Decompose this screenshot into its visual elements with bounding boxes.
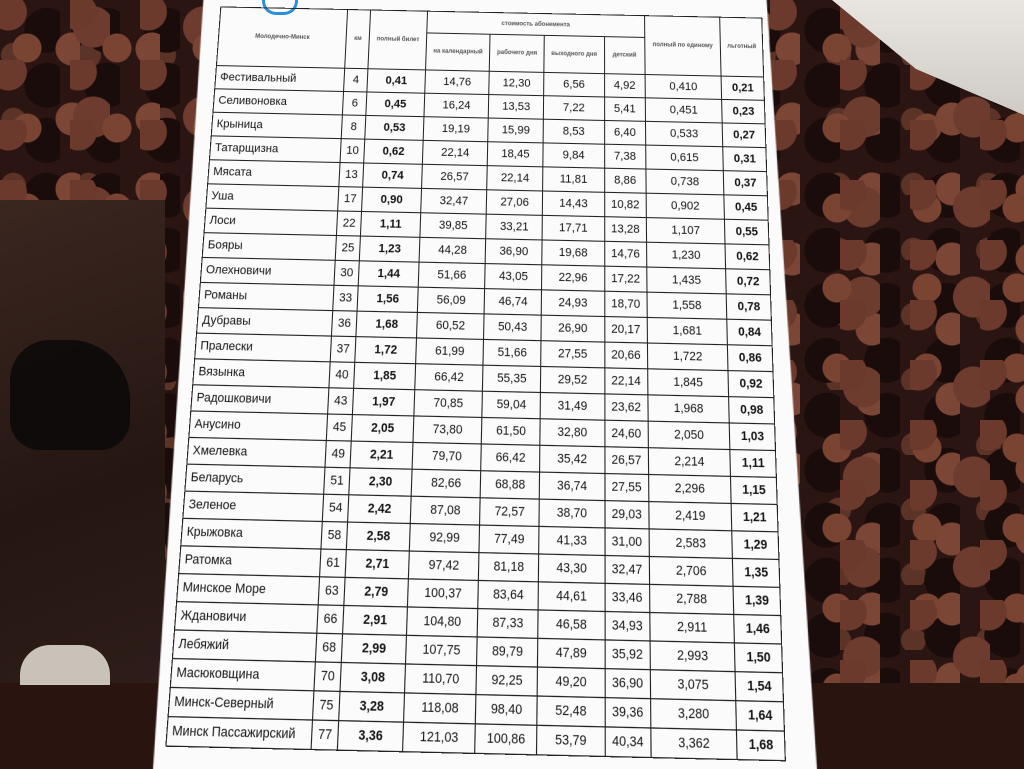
table-cell: 51,66	[483, 339, 541, 366]
table-cell: 1,68	[356, 311, 417, 338]
table-cell: 23,62	[605, 394, 648, 421]
table-cell: 19,68	[542, 240, 605, 266]
table-cell: 87,08	[410, 496, 481, 525]
table-cell: 22	[336, 211, 361, 236]
table-cell: 0,41	[367, 69, 425, 93]
station-name: Романы	[198, 282, 333, 310]
table-cell: 1,85	[354, 362, 415, 389]
table-cell: 1,35	[733, 558, 780, 587]
table-cell: 0,53	[365, 115, 424, 140]
table-cell: 1,230	[646, 242, 726, 269]
table-cell: 39,85	[420, 213, 487, 239]
table-cell: 61	[320, 549, 347, 577]
table-cell: 7,22	[543, 96, 604, 121]
table-cell: 58	[321, 521, 348, 549]
table-cell: 61,99	[415, 338, 484, 365]
table-cell: 0,78	[727, 294, 772, 320]
table-cell: 1,107	[646, 218, 725, 244]
station-name: Анусино	[189, 411, 328, 441]
station-name: Минск Пассажирский	[166, 717, 313, 750]
table-cell: 8,86	[604, 168, 646, 193]
table-cell: 49	[325, 440, 352, 467]
table-cell: 40,34	[605, 727, 651, 758]
table-cell: 49,20	[537, 667, 605, 698]
table-cell: 1,44	[359, 261, 419, 287]
table-cell: 66,42	[415, 364, 484, 392]
station-name: Пралески	[195, 333, 332, 362]
table-cell: 14,76	[425, 70, 490, 95]
table-cell: 2,993	[650, 641, 736, 672]
table-cell: 1,56	[357, 286, 418, 313]
table-cell: 1,29	[732, 531, 779, 560]
table-cell: 31,00	[605, 528, 649, 557]
table-cell: 3,362	[651, 728, 738, 760]
table-cell: 44,28	[419, 237, 486, 263]
table-cell: 34,93	[605, 611, 650, 640]
station-name: Радошковичи	[191, 385, 329, 414]
table-cell: 51	[324, 467, 351, 495]
station-name: Дубравы	[197, 308, 333, 336]
col-route: Молодечно-Минск	[216, 7, 347, 68]
table-cell: 2,911	[650, 613, 735, 643]
table-cell: 19,19	[423, 117, 489, 142]
station-name: Селивоновка	[213, 89, 344, 115]
table-cell: 70,85	[414, 390, 483, 418]
table-cell: 32,47	[605, 555, 650, 584]
table-cell: 92,25	[476, 666, 537, 696]
table-cell: 25	[335, 236, 361, 261]
table-cell: 0,45	[724, 195, 768, 220]
table-cell: 13,28	[604, 217, 646, 243]
table-cell: 22,14	[422, 140, 488, 165]
table-cell: 3,075	[650, 670, 736, 701]
table-cell: 14,76	[604, 241, 646, 267]
station-name: Зеленое	[183, 491, 324, 521]
table-cell: 36	[331, 311, 357, 337]
table-cell: 1,15	[731, 476, 777, 504]
table-cell: 41,33	[539, 526, 605, 555]
col-discount: льготный	[720, 17, 764, 77]
table-cell: 0,27	[723, 123, 766, 148]
table-cell: 2,58	[347, 522, 410, 551]
table-cell: 0,62	[364, 139, 423, 164]
table-cell: 104,80	[406, 607, 478, 637]
table-cell: 3,36	[338, 721, 404, 752]
table-cell: 75	[312, 691, 340, 721]
fare-table-sheet	[165, 6, 786, 761]
table-cell: 46,58	[538, 610, 605, 640]
table-cell: 10,82	[604, 192, 646, 217]
table-cell: 36,74	[539, 472, 604, 501]
table-cell: 4	[344, 68, 369, 92]
table-cell: 118,08	[403, 693, 476, 724]
table-cell: 8	[341, 115, 366, 139]
table-cell: 0,98	[729, 397, 775, 424]
table-cell: 83,64	[478, 580, 538, 609]
table-cell: 0,738	[646, 169, 724, 195]
table-cell: 82,66	[411, 469, 481, 498]
table-cell: 1,50	[735, 643, 783, 673]
table-cell: 1,11	[361, 211, 421, 237]
station-name: Лоси	[204, 208, 338, 235]
table-cell: 0,451	[645, 98, 722, 123]
station-name: Мясата	[208, 160, 340, 187]
table-cell: 89,79	[477, 637, 538, 667]
table-cell: 46,74	[485, 289, 542, 316]
table-cell: 2,99	[342, 634, 407, 664]
table-cell: 54	[322, 494, 349, 522]
table-cell: 12,30	[489, 71, 544, 95]
table-cell: 0,615	[646, 145, 724, 171]
station-name: Фестивальный	[215, 66, 345, 92]
table-cell: 40	[329, 362, 355, 389]
station-name: Вязынка	[193, 359, 330, 388]
table-cell: 55,35	[483, 365, 541, 392]
table-cell: 1,97	[353, 388, 415, 416]
table-cell: 66,42	[481, 444, 540, 472]
table-cell: 6	[342, 91, 367, 115]
table-cell: 35,42	[540, 445, 605, 473]
table-cell: 32,47	[421, 188, 488, 214]
table-cell: 2,296	[648, 475, 731, 504]
table-cell: 1,23	[360, 236, 420, 262]
table-cell: 2,706	[649, 556, 733, 586]
table-cell: 1,64	[736, 701, 784, 731]
table-cell: 1,03	[730, 423, 776, 451]
table-cell: 56,09	[417, 287, 485, 314]
table-cell: 0,533	[645, 121, 723, 146]
table-cell: 100,37	[407, 579, 479, 609]
col-per-month: на календарный	[425, 33, 490, 71]
table-cell: 1,11	[730, 450, 776, 478]
table-cell: 110,70	[404, 664, 477, 695]
table-cell: 36,90	[605, 669, 651, 699]
table-cell: 33	[333, 285, 359, 311]
table-cell: 0,410	[645, 75, 722, 100]
table-cell: 0,74	[363, 163, 422, 188]
table-cell: 2,91	[343, 605, 407, 635]
table-cell: 107,75	[405, 635, 477, 665]
table-cell: 0,37	[724, 171, 768, 196]
table-cell: 36,90	[486, 239, 542, 265]
table-cell: 2,05	[352, 415, 414, 443]
station-name: Уша	[206, 184, 339, 211]
table-cell: 1,435	[647, 267, 727, 294]
station-name: Крыница	[211, 112, 342, 138]
table-cell: 6,56	[544, 72, 605, 97]
table-cell: 59,04	[482, 391, 540, 419]
table-cell: 30	[334, 260, 360, 286]
table-cell: 27,06	[487, 190, 543, 216]
table-cell: 68	[315, 633, 343, 662]
table-cell: 6,40	[604, 120, 645, 145]
table-cell: 20,66	[605, 342, 648, 369]
table-cell: 43	[328, 388, 354, 415]
table-cell: 1,845	[648, 369, 730, 397]
table-cell: 51,66	[418, 262, 486, 288]
table-cell: 0,86	[728, 345, 773, 372]
table-cell: 22,96	[541, 265, 604, 291]
table-cell: 47,89	[537, 638, 604, 668]
table-cell: 11,81	[543, 167, 605, 192]
table-cell: 13,53	[489, 95, 544, 120]
table-cell: 38,70	[539, 499, 605, 528]
table-body	[166, 66, 785, 761]
table-cell: 9,84	[543, 143, 605, 168]
table-cell: 17	[338, 187, 363, 212]
table-cell: 63	[318, 577, 345, 606]
station-name: Лебяжий	[172, 630, 316, 662]
table-cell: 37	[330, 336, 356, 362]
table-cell: 18,45	[488, 142, 543, 167]
table-cell: 1,72	[355, 337, 416, 364]
table-cell: 1,54	[735, 672, 783, 702]
table-cell: 77	[311, 720, 339, 750]
table-cell: 5,41	[604, 97, 645, 121]
table-cell: 3,28	[339, 691, 404, 722]
shoe	[10, 340, 130, 450]
table-cell: 72,57	[480, 498, 539, 527]
table-cell: 18,70	[604, 291, 647, 317]
table-cell: 92,99	[409, 523, 480, 552]
col-weekend: выходного дня	[544, 35, 604, 73]
fare-table	[165, 6, 786, 761]
table-cell: 24,93	[541, 290, 604, 317]
table-cell: 33,46	[605, 583, 650, 612]
table-cell: 35,92	[605, 640, 650, 670]
table-cell: 0,92	[728, 371, 773, 398]
table-cell: 13	[339, 163, 364, 188]
table-cell: 0,902	[646, 193, 725, 219]
table-cell: 1,46	[734, 614, 781, 644]
table-cell: 2,30	[349, 468, 412, 496]
table-cell: 2,42	[348, 495, 411, 524]
table-cell: 2,79	[344, 577, 408, 607]
table-cell: 39,36	[605, 698, 651, 728]
table-cell: 50,43	[484, 314, 541, 341]
table-cell: 15,99	[488, 118, 543, 143]
table-cell: 31,49	[540, 392, 605, 420]
table-cell: 4,92	[604, 74, 645, 98]
col-group-subscription: стоимость абонемента	[427, 11, 645, 37]
table-cell: 26,57	[421, 164, 487, 190]
table-cell: 3,08	[340, 662, 405, 692]
table-cell: 0,90	[362, 187, 421, 213]
table-cell: 98,40	[476, 695, 537, 726]
station-name: Беларусь	[185, 464, 325, 494]
table-cell: 121,03	[402, 722, 475, 753]
table-cell: 73,80	[413, 416, 483, 444]
table-cell: 16,24	[424, 93, 489, 118]
table-cell: 2,419	[649, 502, 733, 531]
station-name: Хмелевка	[187, 437, 326, 467]
table-cell: 1,968	[648, 395, 730, 423]
table-cell: 44,61	[538, 582, 605, 612]
table-cell: 0,55	[725, 219, 769, 245]
table-cell: 61,50	[482, 417, 540, 445]
col-school: детский	[604, 37, 645, 75]
table-cell: 2,050	[648, 421, 730, 449]
table-cell: 43,30	[538, 554, 604, 583]
station-name: Татарщизна	[209, 136, 341, 163]
col-workday: рабочего дня	[490, 34, 545, 72]
table-cell: 70	[314, 662, 342, 692]
station-name: Масюковщина	[170, 659, 315, 691]
table-cell: 60,52	[416, 312, 484, 339]
table-cell: 27,55	[605, 474, 649, 502]
table-cell: 0,21	[721, 76, 764, 100]
table-cell: 7,38	[604, 144, 645, 169]
table-cell: 1,558	[647, 292, 727, 319]
table-cell: 1,39	[733, 586, 780, 615]
table-cell: 32,80	[540, 419, 605, 447]
station-name: Минск-Северный	[168, 687, 314, 720]
table-cell: 1,681	[647, 317, 728, 344]
station-name: Крыжовка	[181, 518, 323, 549]
table-cell: 43,05	[485, 264, 542, 290]
table-cell: 3,280	[650, 699, 736, 730]
table-cell: 14,43	[542, 191, 604, 217]
col-full-unified: полный по единому	[644, 16, 721, 76]
table-cell: 66	[317, 605, 344, 634]
table-cell: 22,14	[487, 166, 543, 191]
table-cell: 27,55	[541, 341, 605, 368]
table-cell: 68,88	[481, 471, 540, 499]
table-cell: 0,62	[725, 244, 769, 270]
table-cell: 100,86	[475, 724, 537, 755]
table-cell: 0,31	[723, 147, 767, 172]
table-cell: 33,21	[486, 214, 542, 240]
shoe-toe	[20, 645, 110, 685]
table-cell: 2,788	[649, 584, 734, 614]
table-cell: 2,71	[345, 550, 409, 579]
table-cell: 81,18	[479, 553, 539, 582]
station-name: Ратомка	[179, 546, 321, 577]
station-name: Олехновичи	[200, 257, 335, 285]
table-cell: 22,14	[605, 368, 648, 395]
table-cell: 1,21	[732, 503, 779, 531]
table-cell: 77,49	[479, 525, 539, 554]
table-cell: 0,23	[722, 99, 765, 123]
table-cell: 0,72	[726, 269, 771, 295]
table-cell: 2,583	[649, 529, 733, 559]
table-cell: 1,722	[647, 343, 728, 371]
table-cell: 20,17	[605, 317, 648, 343]
table-cell: 29,03	[605, 501, 649, 529]
table-cell: 8,53	[543, 119, 604, 144]
table-cell: 0,84	[727, 319, 772, 346]
table-cell: 17,71	[542, 215, 604, 241]
table-cell: 17,22	[604, 266, 646, 292]
station-name: Минское Море	[177, 574, 320, 605]
col-full-fare: полный билет	[368, 10, 427, 70]
table-cell: 79,70	[412, 442, 482, 470]
col-km: км	[345, 10, 371, 69]
station-name: Бояры	[202, 233, 336, 261]
table-cell: 97,42	[408, 551, 479, 580]
table-cell: 1,68	[737, 730, 785, 761]
table-cell: 24,60	[605, 420, 649, 448]
table-cell: 87,33	[478, 609, 538, 639]
table-cell: 29,52	[540, 366, 604, 393]
station-name: Ждановичи	[175, 602, 319, 634]
table-cell: 52,48	[537, 696, 605, 727]
table-cell: 10	[340, 139, 365, 163]
table-cell: 26,57	[605, 447, 649, 475]
table-cell: 45	[326, 414, 352, 441]
table-cell: 0,45	[366, 92, 424, 117]
table-cell: 2,214	[648, 448, 731, 477]
table-cell: 2,21	[350, 441, 412, 469]
table-cell: 26,90	[541, 315, 605, 342]
table-cell: 53,79	[536, 725, 604, 756]
